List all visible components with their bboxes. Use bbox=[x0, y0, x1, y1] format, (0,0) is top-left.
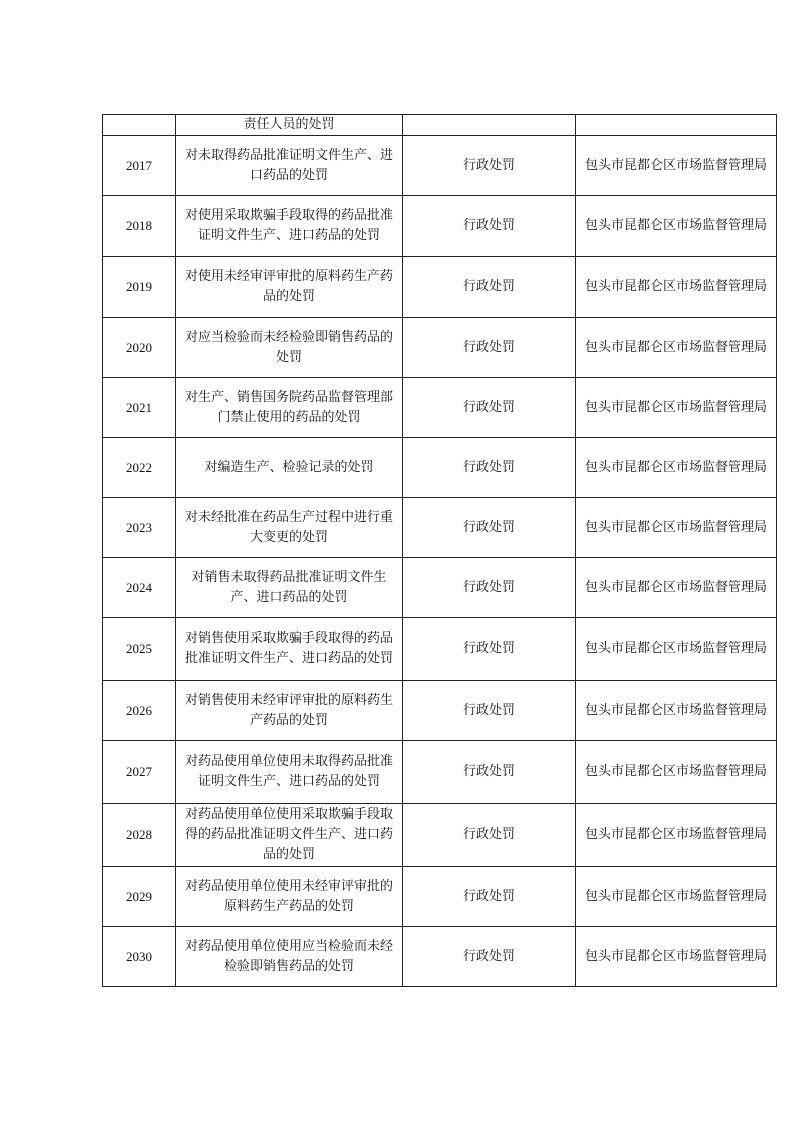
table-row bbox=[103, 558, 777, 618]
cell-authority: 包头市昆都仑区市场监督管理局 bbox=[576, 378, 777, 438]
table-row bbox=[103, 378, 777, 438]
cell-no: 2028 bbox=[103, 804, 176, 867]
cell-no: 2020 bbox=[103, 318, 176, 378]
cell-no: 2023 bbox=[103, 498, 176, 558]
cell-item: 对药品使用单位使用采取欺骗手段取得的药品批准证明文件生产、进口药品的处罚 bbox=[176, 804, 403, 867]
cell-no: 2024 bbox=[103, 558, 176, 618]
cell-no: 2029 bbox=[103, 867, 176, 927]
cell-type: 行政处罚 bbox=[403, 867, 576, 927]
table-row bbox=[103, 136, 777, 196]
cell-type: 行政处罚 bbox=[403, 318, 576, 378]
cell-no: 2027 bbox=[103, 741, 176, 804]
cell-type: 行政处罚 bbox=[403, 741, 576, 804]
cell-type: 行政处罚 bbox=[403, 618, 576, 681]
cell-no bbox=[103, 115, 176, 136]
table-row bbox=[103, 927, 777, 987]
cell-type: 行政处罚 bbox=[403, 681, 576, 741]
cell-authority bbox=[576, 115, 777, 136]
cell-no: 2030 bbox=[103, 927, 176, 987]
cell-type: 行政处罚 bbox=[403, 927, 576, 987]
cell-no: 2025 bbox=[103, 618, 176, 681]
cell-authority: 包头市昆都仑区市场监督管理局 bbox=[576, 196, 777, 257]
cell-item: 对应当检验而未经检验即销售药品的处罚 bbox=[176, 318, 403, 378]
cell-authority: 包头市昆都仑区市场监督管理局 bbox=[576, 618, 777, 681]
cell-authority: 包头市昆都仑区市场监督管理局 bbox=[576, 498, 777, 558]
table-row bbox=[103, 438, 777, 498]
table-row-continuation bbox=[103, 115, 777, 136]
table-body bbox=[103, 115, 777, 987]
cell-authority: 包头市昆都仑区市场监督管理局 bbox=[576, 741, 777, 804]
cell-type: 行政处罚 bbox=[403, 136, 576, 196]
cell-authority: 包头市昆都仑区市场监督管理局 bbox=[576, 927, 777, 987]
cell-item: 对使用采取欺骗手段取得的药品批准证明文件生产、进口药品的处罚 bbox=[176, 196, 403, 257]
cell-authority: 包头市昆都仑区市场监督管理局 bbox=[576, 438, 777, 498]
cell-type bbox=[403, 115, 576, 136]
cell-authority: 包头市昆都仑区市场监督管理局 bbox=[576, 867, 777, 927]
cell-type: 行政处罚 bbox=[403, 196, 576, 257]
cell-item: 对药品使用单位使用未经审评审批的原料药生产药品的处罚 bbox=[176, 867, 403, 927]
table-row bbox=[103, 257, 777, 318]
table-row bbox=[103, 681, 777, 741]
cell-type: 行政处罚 bbox=[403, 257, 576, 318]
cell-item: 对药品使用单位使用未取得药品批准证明文件生产、进口药品的处罚 bbox=[176, 741, 403, 804]
table-row bbox=[103, 867, 777, 927]
table-row bbox=[103, 196, 777, 257]
cell-item: 对销售使用采取欺骗手段取得的药品批准证明文件生产、进口药品的处罚 bbox=[176, 618, 403, 681]
cell-authority: 包头市昆都仑区市场监督管理局 bbox=[576, 136, 777, 196]
cell-item: 对销售未取得药品批准证明文件生产、进口药品的处罚 bbox=[176, 558, 403, 618]
cell-type: 行政处罚 bbox=[403, 438, 576, 498]
cell-no: 2019 bbox=[103, 257, 176, 318]
cell-item: 对药品使用单位使用应当检验而未经检验即销售药品的处罚 bbox=[176, 927, 403, 987]
table-row bbox=[103, 804, 777, 867]
penalty-table bbox=[102, 114, 777, 987]
cell-item: 对生产、销售国务院药品监督管理部门禁止使用的药品的处罚 bbox=[176, 378, 403, 438]
cell-item: 对未经批准在药品生产过程中进行重大变更的处罚 bbox=[176, 498, 403, 558]
cell-no: 2017 bbox=[103, 136, 176, 196]
table-row bbox=[103, 318, 777, 378]
cell-item: 责任人员的处罚 bbox=[176, 115, 403, 136]
cell-item: 对销售使用未经审评审批的原料药生产药品的处罚 bbox=[176, 681, 403, 741]
cell-authority: 包头市昆都仑区市场监督管理局 bbox=[576, 681, 777, 741]
cell-no: 2018 bbox=[103, 196, 176, 257]
cell-item: 对未取得药品批准证明文件生产、进口药品的处罚 bbox=[176, 136, 403, 196]
cell-type: 行政处罚 bbox=[403, 378, 576, 438]
cell-no: 2021 bbox=[103, 378, 176, 438]
cell-type: 行政处罚 bbox=[403, 804, 576, 867]
cell-type: 行政处罚 bbox=[403, 558, 576, 618]
cell-no: 2022 bbox=[103, 438, 176, 498]
cell-authority: 包头市昆都仑区市场监督管理局 bbox=[576, 804, 777, 867]
cell-authority: 包头市昆都仑区市场监督管理局 bbox=[576, 558, 777, 618]
table-row bbox=[103, 741, 777, 804]
cell-item: 对使用未经审评审批的原料药生产药品的处罚 bbox=[176, 257, 403, 318]
table-row bbox=[103, 498, 777, 558]
table-row bbox=[103, 618, 777, 681]
cell-type: 行政处罚 bbox=[403, 498, 576, 558]
cell-no: 2026 bbox=[103, 681, 176, 741]
cell-authority: 包头市昆都仑区市场监督管理局 bbox=[576, 257, 777, 318]
cell-item: 对编造生产、检验记录的处罚 bbox=[176, 438, 403, 498]
cell-authority: 包头市昆都仑区市场监督管理局 bbox=[576, 318, 777, 378]
